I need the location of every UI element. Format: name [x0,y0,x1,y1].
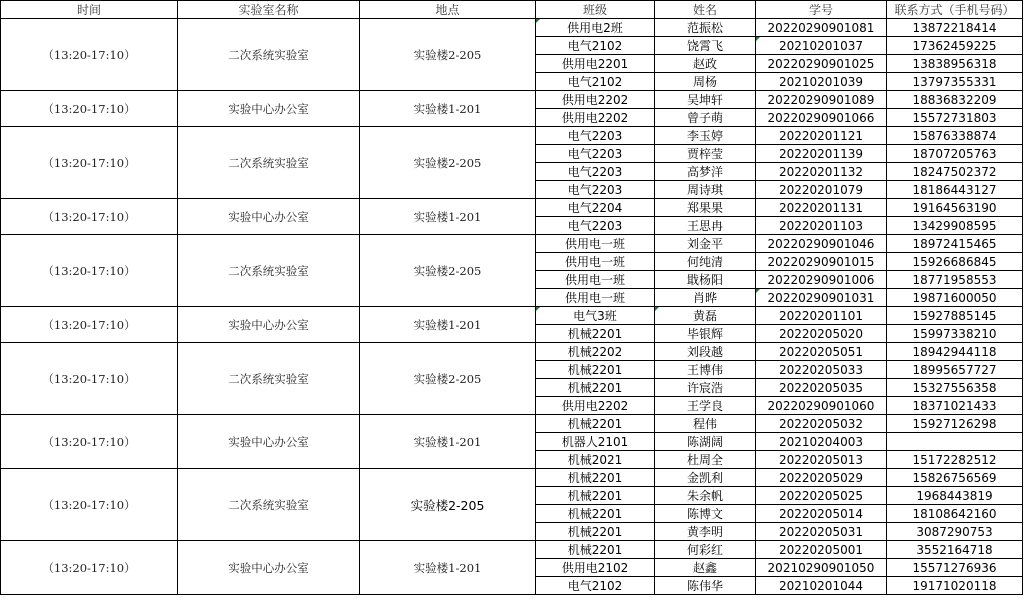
table-row [1,199,1023,217]
phone-cell[interactable]: 15572731803 [887,109,1023,127]
class-cell[interactable]: 机械2201 [536,415,655,433]
student-id-cell[interactable]: 20220201139 [756,145,887,163]
header-row [1,1,1023,19]
name-cell[interactable]: 周诗琪 [655,181,756,199]
student-id-cell[interactable]: 20220290901006 [756,271,887,289]
lab-name-cell[interactable]: 二次系统实验室 [178,469,360,541]
student-id-cell[interactable]: 20220205001 [756,541,887,559]
name-cell[interactable]: 肖晔 [655,289,756,307]
name-cell[interactable]: 朱余帆 [655,487,756,505]
student-id-cell[interactable]: 20220205031 [756,523,887,541]
student-id-cell[interactable]: 20220201079 [756,181,887,199]
header-student-id[interactable]: 学号 [756,1,887,19]
phone-cell[interactable]: 3552164718 [887,541,1023,559]
student-id-cell[interactable]: 20220205020 [756,325,887,343]
header-location[interactable]: 地点 [360,1,536,19]
class-cell[interactable]: 电气2102 [536,577,655,595]
class-cell[interactable]: 机械2201 [536,523,655,541]
phone-cell[interactable]: 15927126298 [887,415,1023,433]
name-cell[interactable]: 高梦洋 [655,163,756,181]
name-cell[interactable]: 何彩红 [655,541,756,559]
phone-cell[interactable]: 18836832209 [887,91,1023,109]
location-cell[interactable]: 实验楼2-205 [360,343,536,415]
name-cell[interactable]: 范振松 [655,19,756,37]
student-id-cell[interactable]: 20220201101 [756,307,887,325]
class-cell[interactable]: 供用电2102 [536,559,655,577]
student-id-cell[interactable]: 20220205013 [756,451,887,469]
name-cell[interactable]: 程伟 [655,415,756,433]
student-id-cell[interactable]: 20220205035 [756,379,887,397]
name-cell[interactable]: 王学良 [655,397,756,415]
location-cell[interactable]: 实验楼1-201 [360,91,536,127]
class-cell[interactable]: 机械2201 [536,379,655,397]
class-cell[interactable]: 供用电一班 [536,289,655,307]
lab-name-cell[interactable]: 实验中心办公室 [178,199,360,235]
name-cell[interactable]: 陈伟华 [655,577,756,595]
name-cell[interactable]: 金凯利 [655,469,756,487]
name-cell[interactable]: 贾梓莹 [655,145,756,163]
student-id-cell[interactable]: 20220205033 [756,361,887,379]
table-row [1,19,1023,37]
phone-cell[interactable]: 13797355331 [887,73,1023,91]
name-cell[interactable]: 黄李明 [655,523,756,541]
phone-cell[interactable]: 17362459225 [887,37,1023,55]
name-cell[interactable]: 刘金平 [655,235,756,253]
phone-cell[interactable]: 13872218414 [887,19,1023,37]
phone-cell[interactable]: 15997338210 [887,325,1023,343]
class-cell[interactable]: 供用电2202 [536,91,655,109]
student-id-cell[interactable]: 20220205032 [756,415,887,433]
student-id-cell[interactable]: 20210204003 [756,433,887,451]
class-cell[interactable]: 机械2201 [536,487,655,505]
phone-cell[interactable]: 15571276936 [887,559,1023,577]
lab-name-cell[interactable]: 二次系统实验室 [178,19,360,91]
name-cell[interactable]: 杜周全 [655,451,756,469]
phone-cell[interactable]: 15927885145 [887,307,1023,325]
location-cell[interactable]: 实验楼2-205 [360,19,536,91]
student-id-cell[interactable]: 20220290901031 [756,289,887,307]
name-cell[interactable]: 何纯清 [655,253,756,271]
student-id-cell[interactable]: 20220205051 [756,343,887,361]
class-cell[interactable]: 电气2203 [536,181,655,199]
class-cell[interactable]: 供用电2班 [536,19,655,37]
location-cell[interactable]: 实验楼2-205 [360,127,536,199]
student-id-cell[interactable]: 20220201131 [756,199,887,217]
student-id-cell[interactable]: 20220205014 [756,505,887,523]
time-cell[interactable]: （13:20-17:10） [1,19,178,91]
name-cell[interactable]: 黄磊 [655,307,756,325]
student-id-cell[interactable]: 20210290901050 [756,559,887,577]
table-row [1,415,1023,433]
student-id-cell[interactable]: 20210201037 [756,37,887,55]
class-cell[interactable]: 电气2102 [536,37,655,55]
name-cell[interactable]: 郑果果 [655,199,756,217]
location-cell[interactable]: 实验楼1-201 [360,541,536,595]
time-cell[interactable]: （13:20-17:10） [1,127,178,199]
lab-name-cell[interactable]: 二次系统实验室 [178,343,360,415]
table-row [1,307,1023,325]
phone-cell[interactable]: 18995657727 [887,361,1023,379]
student-id-cell[interactable]: 20220201103 [756,217,887,235]
name-cell[interactable]: 饶霄飞 [655,37,756,55]
lab-name-cell[interactable]: 实验中心办公室 [178,91,360,127]
phone-cell[interactable]: 18942944118 [887,343,1023,361]
class-cell[interactable]: 机械2201 [536,541,655,559]
header-name[interactable]: 姓名 [655,1,756,19]
header-lab[interactable]: 实验室名称 [178,1,360,19]
class-cell[interactable]: 供用电2201 [536,55,655,73]
student-id-cell[interactable]: 20220290901081 [756,19,887,37]
student-id-cell[interactable]: 20210201039 [756,73,887,91]
lab-name-cell[interactable]: 二次系统实验室 [178,235,360,307]
student-id-cell[interactable]: 20220290901060 [756,397,887,415]
class-cell[interactable]: 供用电一班 [536,253,655,271]
phone-cell[interactable]: 19164563190 [887,199,1023,217]
class-cell[interactable]: 供用电2202 [536,397,655,415]
phone-cell[interactable]: 18771958553 [887,271,1023,289]
name-cell[interactable]: 赵政 [655,55,756,73]
student-id-cell[interactable]: 20220290901066 [756,109,887,127]
class-cell[interactable]: 机械2201 [536,325,655,343]
class-cell[interactable]: 机器人2101 [536,433,655,451]
location-cell[interactable]: 实验楼1-201 [360,415,536,469]
class-cell[interactable]: 电气2102 [536,73,655,91]
lab-name-cell[interactable]: 实验中心办公室 [178,541,360,595]
time-cell[interactable]: （13:20-17:10） [1,343,178,415]
table-row [1,91,1023,109]
time-cell[interactable]: （13:20-17:10） [1,235,178,307]
phone-cell[interactable]: 15327556358 [887,379,1023,397]
location-cell[interactable]: 实验楼1-201 [360,199,536,235]
name-cell[interactable]: 周杨 [655,73,756,91]
class-cell[interactable]: 机械2201 [536,505,655,523]
phone-cell[interactable]: 3087290753 [887,523,1023,541]
lab-name-cell[interactable]: 二次系统实验室 [178,127,360,199]
student-id-cell[interactable]: 20220205029 [756,469,887,487]
lab-name-cell[interactable]: 实验中心办公室 [178,415,360,469]
class-cell[interactable]: 机械2201 [536,361,655,379]
phone-cell[interactable]: 15926686845 [887,253,1023,271]
name-cell[interactable]: 陈博文 [655,505,756,523]
class-cell[interactable]: 电气2204 [536,199,655,217]
table-row [1,343,1023,361]
phone-cell[interactable]: 18247502372 [887,163,1023,181]
class-cell[interactable]: 电气2203 [536,145,655,163]
student-id-cell[interactable]: 20220290901089 [756,91,887,109]
class-cell[interactable]: 电气2203 [536,127,655,145]
name-cell[interactable]: 曾子萌 [655,109,756,127]
phone-cell[interactable]: 18108642160 [887,505,1023,523]
name-cell[interactable]: 刘段越 [655,343,756,361]
location-cell[interactable]: 实验楼1-201 [360,307,536,343]
class-cell[interactable]: 电气2203 [536,217,655,235]
name-cell[interactable]: 王思冉 [655,217,756,235]
class-cell[interactable]: 供用电2202 [536,109,655,127]
time-cell[interactable]: （13:20-17:10） [1,469,178,541]
phone-cell[interactable]: 18371021433 [887,397,1023,415]
student-id-cell[interactable]: 20210201044 [756,577,887,595]
phone-cell[interactable]: 18186443127 [887,181,1023,199]
header-phone[interactable]: 联系方式（手机号码） [887,1,1023,19]
phone-cell[interactable]: 15826756569 [887,469,1023,487]
name-cell[interactable]: 王博伟 [655,361,756,379]
table-body [1,19,1023,595]
phone-cell[interactable]: 15172282512 [887,451,1023,469]
phone-cell[interactable]: 1968443819 [887,487,1023,505]
class-cell[interactable]: 机械2202 [536,343,655,361]
student-id-cell[interactable]: 20220205025 [756,487,887,505]
phone-cell[interactable]: 19871600050 [887,289,1023,307]
student-id-cell[interactable]: 20220290901046 [756,235,887,253]
name-cell[interactable]: 赵鑫 [655,559,756,577]
class-cell[interactable]: 机械2201 [536,469,655,487]
name-cell[interactable]: 戢杨阳 [655,271,756,289]
table-row [1,541,1023,559]
table-row [1,469,1023,487]
phone-cell[interactable]: 13429908595 [887,217,1023,235]
class-cell[interactable]: 电气3班 [536,307,655,325]
time-cell[interactable]: （13:20-17:10） [1,91,178,127]
student-id-cell[interactable]: 20220201121 [756,127,887,145]
phone-cell[interactable]: 13838956318 [887,55,1023,73]
phone-cell[interactable]: 18972415465 [887,235,1023,253]
student-id-cell[interactable]: 20220201132 [756,163,887,181]
class-cell[interactable]: 供用电一班 [536,235,655,253]
location-cell[interactable]: 实验楼2-205 [360,469,536,541]
student-id-cell[interactable]: 20220290901025 [756,55,887,73]
name-cell[interactable]: 李玉婷 [655,127,756,145]
table-row [1,235,1023,253]
header-class[interactable]: 班级 [536,1,655,19]
time-cell[interactable]: （13:20-17:10） [1,199,178,235]
phone-cell[interactable] [887,433,1023,451]
class-cell[interactable]: 供用电一班 [536,271,655,289]
lab-name-cell[interactable]: 实验中心办公室 [178,307,360,343]
phone-cell[interactable]: 18707205763 [887,145,1023,163]
name-cell[interactable]: 吴坤轩 [655,91,756,109]
location-cell[interactable]: 实验楼2-205 [360,235,536,307]
student-id-cell[interactable]: 20220290901015 [756,253,887,271]
time-cell[interactable]: （13:20-17:10） [1,415,178,469]
phone-cell[interactable]: 19171020118 [887,577,1023,595]
table-row [1,127,1023,145]
name-cell[interactable]: 许宸浩 [655,379,756,397]
time-cell[interactable]: （13:20-17:10） [1,307,178,343]
header-time[interactable]: 时间 [1,1,178,19]
class-cell[interactable]: 电气2203 [536,163,655,181]
name-cell[interactable]: 毕银辉 [655,325,756,343]
phone-cell[interactable]: 15876338874 [887,127,1023,145]
time-cell[interactable]: （13:20-17:10） [1,541,178,595]
name-cell[interactable]: 陈湖阔 [655,433,756,451]
class-cell[interactable]: 机械2021 [536,451,655,469]
